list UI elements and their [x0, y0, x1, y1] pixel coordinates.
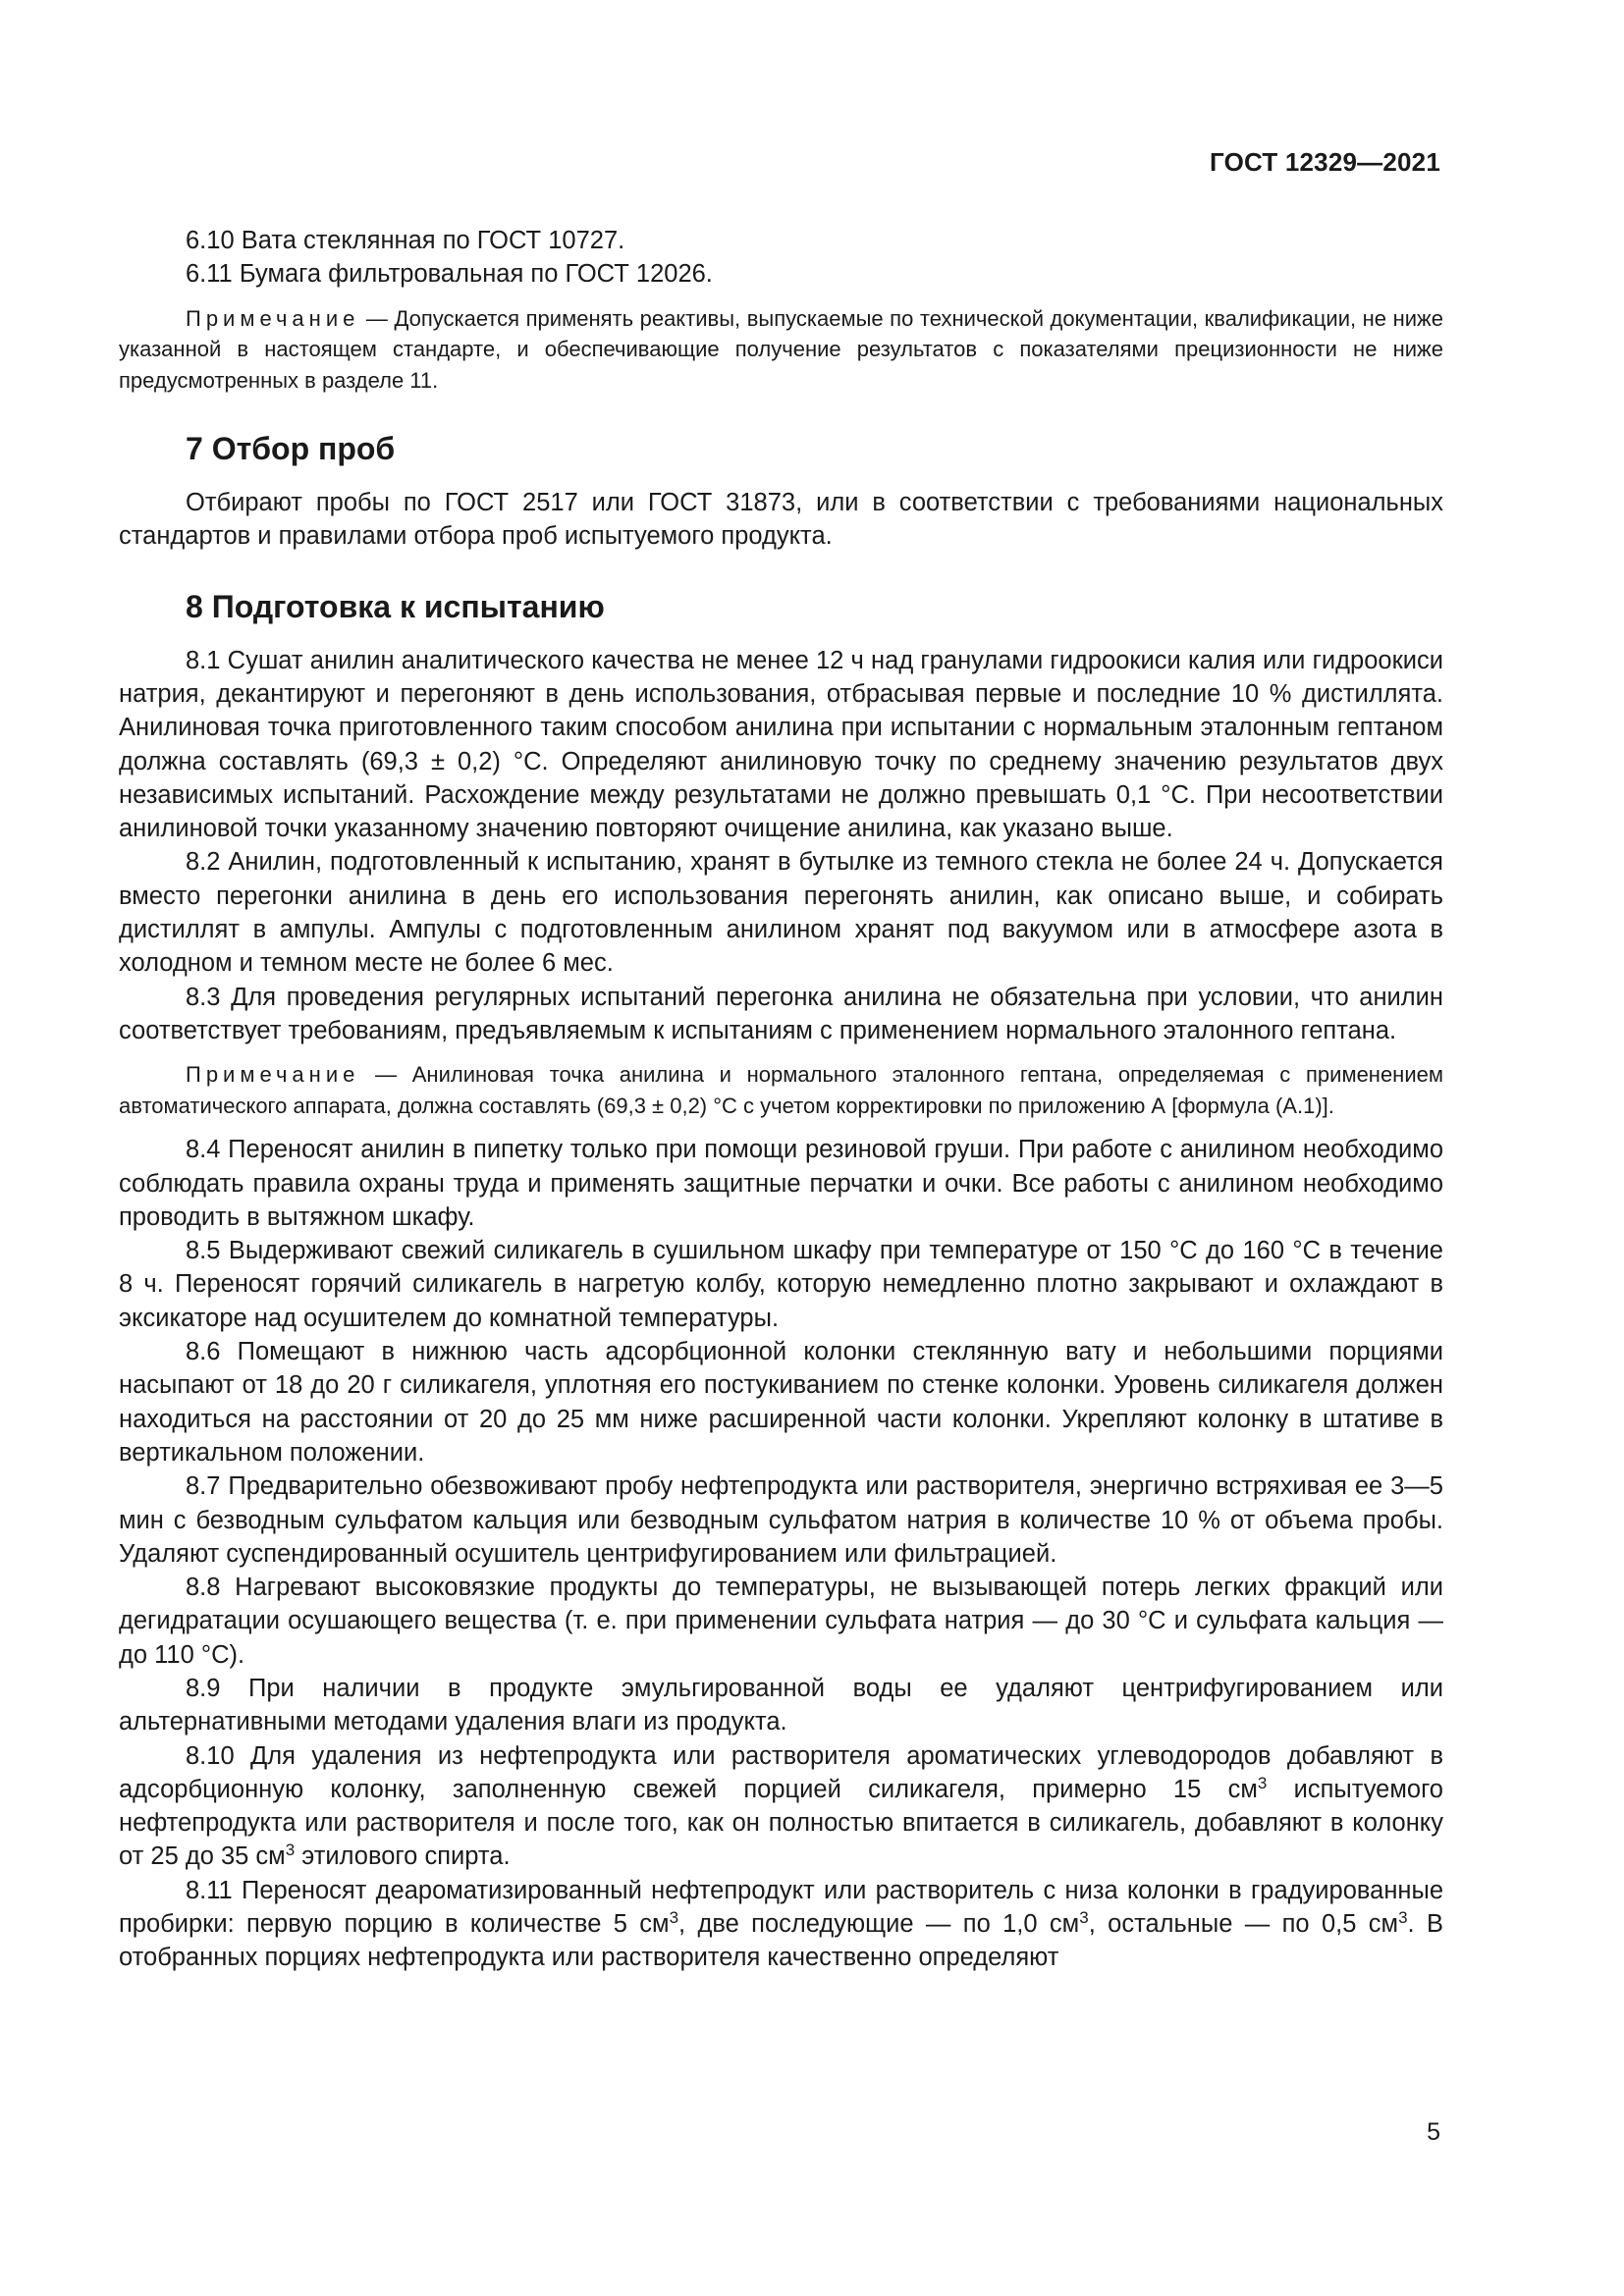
superscript-3: 3	[285, 1841, 296, 1860]
note-1-dash: —	[359, 305, 395, 331]
paragraph-8-10	[119, 1739, 1443, 1874]
superscript-3: 3	[1257, 1773, 1268, 1792]
note-1-label: Примечание	[186, 305, 360, 331]
paragraph-8-6: 8.6 Помещают в нижнюю часть адсорбционной колонки стеклянную вату и небольшими порциями насыпают от 18 до 20 г силикагеля, уплотняя его постукиванием по стенке колонки. Уровень силикагеля должен находиться на расстоянии от 20 до 25 мм ниже расширенной части колонки. Укрепляют колонку в штативе в вертикальном положении.	[119, 1338, 1443, 1467]
paragraph-8-7: 8.7 Предварительно обезвоживают пробу нефтепродукта или растворителя, энергично встряхивая ее 3—5 мин с безводным сульфатом кальция или безводным сульфатом натрия в количестве 10 % от объема пробы. Удаляют суспендированный осушитель центрифугированием или фильтрацией.	[119, 1472, 1443, 1568]
paragraph-8-2: 8.2 Анилин, подготовленный к испытанию, хранят в бутылке из темного стекла не более 24 ч. Допускается вместо перегонки анилина в день его использования перегонять анилин, как описано выше, и собирать дистиллят в ампулы. Ампулы с подготовленным анилином хранят под вакуумом или в атмосфере азота в холодном и темном месте не более 6 мес.	[119, 848, 1443, 978]
item-6-11: 6.11 Бумага фильтровальная по ГОСТ 12026.	[186, 260, 713, 289]
superscript-3: 3	[1079, 1908, 1089, 1928]
paragraph-8-11-part-1: 8.11 Переносят деароматизированный нефтепродукт или растворитель с низа колонки в градуированные пробирки: первую порцию в количестве 5 см	[119, 1876, 1443, 1939]
paragraph-8-11-part-3: , остальные — по 0,5 см	[1088, 1910, 1399, 1939]
paragraph-8-10-part-1: 8.10 Для удаления из нефтепродукта или растворителя ароматических углеводородов добавляют в адсорбционную колонку, заполненную свежей порцией силикагеля, примерно 15 см	[119, 1741, 1443, 1803]
note-2	[119, 1059, 1443, 1121]
document-code-header: ГОСТ 12329—2021	[1210, 147, 1440, 177]
note-2-dash: —	[359, 1062, 412, 1088]
paragraph-8-11-part-2: , две последующие — по 1,0 см	[678, 1910, 1080, 1939]
superscript-3: 3	[1398, 1908, 1408, 1928]
paragraph-8-8: 8.8 Нагревают высоковязкие продукты до температуры, не вызывающей потерь легких фракций или дегидратации осушающего вещества (т. е. при применении сульфата натрия — до 30 °С и сульфата кальция — до 110 °С).	[119, 1574, 1443, 1669]
page-content	[119, 224, 1443, 1975]
item-6-10: 6.10 Вата стеклянная по ГОСТ 10727.	[186, 227, 625, 254]
page-number: 5	[1427, 2118, 1440, 2146]
paragraph-8-3: 8.3 Для проведения регулярных испытаний перегонка анилина не обязательна при условии, что анилин соответствует требованиям, предъявляемым к испытаниям с применением нормального эталонного гептана.	[119, 983, 1443, 1044]
paragraph-8-9: 8.9 При наличии в продукте эмульгированной воды ее удаляют центрифугированием или альтернативными методами удаления влаги из продукта.	[119, 1675, 1443, 1736]
paragraph-8-4: 8.4 Переносят анилин в пипетку только при помощи резиновой груши. При работе с анилином необходимо соблюдать правила охраны труда и применять защитные перчатки и очки. Все работы с анилином необходимо проводить в вытяжном шкафу.	[119, 1136, 1443, 1231]
paragraph-8-5: 8.5 Выдерживают свежий силикагель в сушильном шкафу при температуре от 150 °С до 160 °С в течение 8 ч. Переносят горячий силикагель в нагретую колбу, которую немедленно плотно закрывают и охлаждают в эксикаторе над осушителем до комнатной температуры.	[119, 1237, 1443, 1332]
superscript-3: 3	[669, 1908, 679, 1928]
note-2-label: Примечание	[186, 1062, 360, 1088]
note-2-text: Анилиновая точка анилина и нормального эталонного гептана, определяемая с применением автоматического аппарата, должна составлять (69,3 ± 0,2) °С с учетом корректировки по приложению А [формула (А.1)].	[119, 1062, 1443, 1118]
section-7-title: 7 Отбор проб	[186, 431, 396, 467]
note-1	[119, 303, 1443, 397]
paragraph-8-11-part-4: . В отобранных порциях нефтепродукта или растворителя качественно определяют	[119, 1910, 1443, 1972]
section-7-text: Отбирают пробы по ГОСТ 2517 или ГОСТ 31873, или в соответствии с требованиями национальных стандартов и правилами отбора проб испытуемого продукта.	[119, 489, 1443, 551]
paragraph-8-10-part-3: этилового спирта.	[295, 1842, 511, 1871]
paragraph-8-10-part-2: испытуемого нефтепродукта или растворителя и после того, как он полностью впитается в силикагель, добавляют в колонку от 25 до 35 см	[119, 1775, 1443, 1871]
section-8-title: 8 Подготовка к испытанию	[186, 588, 605, 624]
note-1-text: Допускается применять реактивы, выпускаемые по технической документации, квалификации, не ниже указанной в настоящем стандарте, и обеспечивающие получение результатов с показателями прецизионности не ниже предусмотренных в разделе 11.	[119, 305, 1443, 393]
paragraph-8-1: 8.1 Сушат анилин аналитического качества не менее 12 ч над гранулами гидроокиси калия или гидроокиси натрия, декантируют и перегоняют в день использования, отбрасывая первые и последние 10 % дистиллята. Анилиновая точка приготовленного таким способом анилина при испытании с нормальным эталонным гептаном должна составлять (69,3 ± 0,2) °С. Определяют анилиновую точку по среднему значению результатов двух независимых испытаний. Расхождение между результатами не должно превышать 0,1 °С. При несоответствии анилиновой точки указанному значению повторяют очищение анилина, как указано выше.	[119, 646, 1443, 843]
paragraph-8-11	[119, 1874, 1443, 1975]
